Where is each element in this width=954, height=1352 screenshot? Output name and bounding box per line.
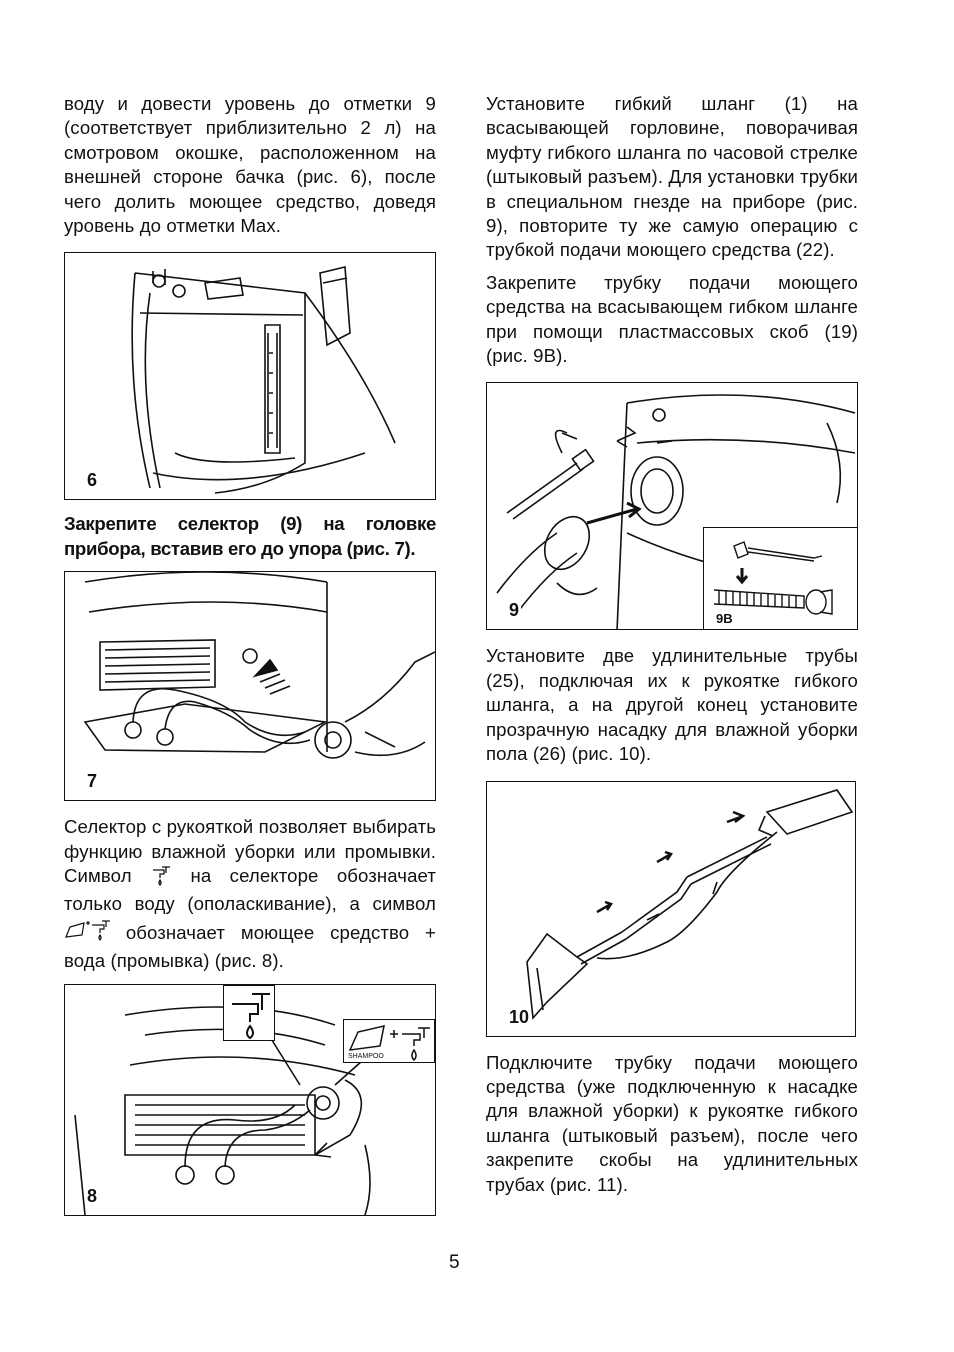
figure-7-label: 7 <box>87 771 98 792</box>
paragraph-water-level: воду и довести уровень до отметки 9 (соответствует приблизительно 2 л) на смотровом окошке, расположенном на внешней стороне бачка (рис. 6), после чего долить моющее средство, доведя уровень до отметки Max. <box>64 93 436 237</box>
paragraph-selector-functions <box>64 815 436 973</box>
shampoo-caption: SHAMPOO <box>348 1052 384 1060</box>
figure-8-label: 8 <box>87 1185 98 1206</box>
paragraph-hose-install: Установите гибкий шланг (1) на всасывающей горловине, поворачивая муфту гибкого шланга по часовой стрелке (штыковый разъем). Для установки трубки в специальном гнезде на приборе (рис. 9), повторите ту же самую операцию с трубкой подачи моющего средства (22). <box>486 93 858 261</box>
paragraph-selector-install: Закрепите селектор (9) на головке прибора, вставив его до упора (рис. 7). <box>64 513 436 559</box>
figure-9b-inset <box>703 527 858 630</box>
figure-6-label: 6 <box>87 470 98 491</box>
right-column <box>486 92 858 1205</box>
paragraph-clips: Закрепите трубку подачи моющего средства на всасывающем гибком шланге при помощи пластмассовых скоб (19) (рис. 9B). <box>486 271 858 367</box>
paragraph-extension-tubes: Установите две удлинительные трубы (25), подключая их к рукоятке гибкого шланга, а на другой конец установите прозрачную насадку для влажной уборки пола (26) (рис. 10). <box>486 645 858 765</box>
figure-10-label: 10 <box>509 1006 530 1027</box>
water-symbol-callout <box>223 985 275 1041</box>
figure-7-illustration <box>65 572 436 801</box>
figure-7 <box>64 571 436 801</box>
figure-9 <box>486 382 858 630</box>
selector-text-part1: Селектор с рукояткой позволяет выбирать функцию влажной уборки или промывки. Символ <box>64 816 436 887</box>
water-tap-icon-large <box>224 986 276 1042</box>
left-column <box>64 92 436 1216</box>
selector-text-part2: на селекторе обозначает только воду (ополаскивание), а символ <box>64 865 436 915</box>
figure-6 <box>64 252 436 500</box>
figure-9b-label: 9B <box>716 611 733 627</box>
paragraph-connect-tube: Подключите трубку подачи моющего средства (уже подключенную к насадке для влажной уборки) к рукоятке гибкого шланга (штыковый разъем), после чего закрепите скобы на удлинительных трубах (рис. 11). <box>486 1051 858 1195</box>
figure-8 <box>64 984 436 1216</box>
selector-text-part3: обозначает моющее средство + вода (промывка) (рис. 8). <box>64 921 436 972</box>
figure-9-label: 9 <box>509 600 520 621</box>
figure-6-illustration <box>65 253 436 500</box>
water-tap-icon <box>150 864 172 892</box>
shampoo-plus-water-icon <box>64 917 110 949</box>
shampoo-symbol-callout <box>343 1019 435 1063</box>
figure-10-illustration <box>487 782 856 1037</box>
page-number: 5 <box>449 1252 460 1273</box>
figure-10 <box>486 781 856 1037</box>
